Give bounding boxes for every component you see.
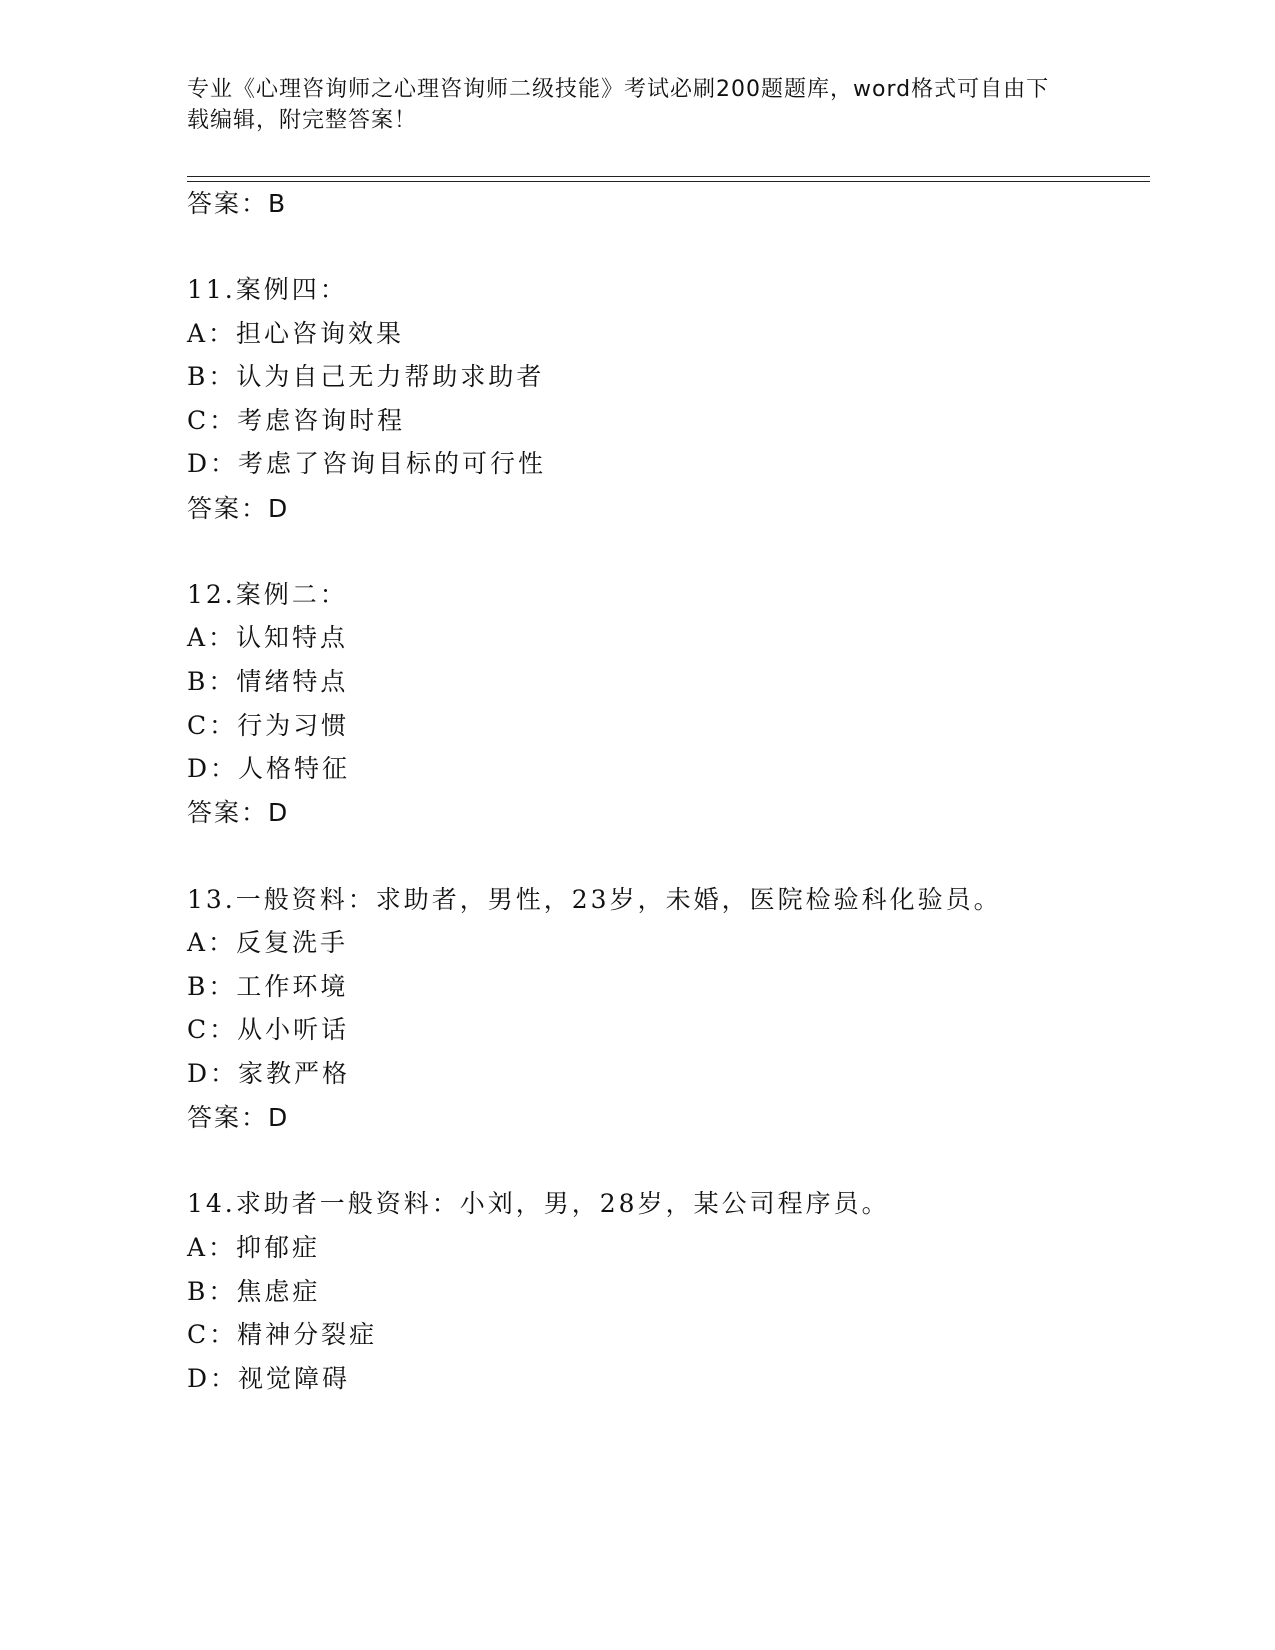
option-a: A：认知特点	[187, 623, 349, 652]
option-a: A：反复洗手	[187, 928, 349, 957]
question-title: 13.一般资料：求助者，男性，23岁，未婚，医院检验科化验员。	[187, 885, 1002, 914]
answer-line: 答案：D	[187, 798, 290, 827]
option-d: D：家教严格	[187, 1059, 351, 1088]
option-b: B：焦虑症	[187, 1277, 321, 1306]
question-title: 11.案例四：	[187, 275, 348, 304]
option-c: C：精神分裂症	[187, 1320, 378, 1349]
option-b: B：情绪特点	[187, 667, 349, 696]
header-divider-bottom	[187, 181, 1150, 182]
answer-line: 答案：B	[187, 189, 288, 218]
answer-line: 答案：D	[187, 494, 290, 523]
option-d: D：人格特征	[187, 754, 351, 783]
option-a: A：担心咨询效果	[187, 319, 405, 348]
option-d: D：视觉障碍	[187, 1364, 351, 1393]
document-header: 专业《心理咨询师之心理咨询师二级技能》考试必刷200题题库，word格式可自由下载编辑，附完整答案！	[187, 77, 1050, 133]
option-a: A：抑郁症	[187, 1233, 321, 1262]
question-title: 14.求助者一般资料：小刘，男，28岁，某公司程序员。	[187, 1189, 890, 1218]
option-c: C：从小听话	[187, 1015, 350, 1044]
option-b: B：认为自己无力帮助求助者	[187, 362, 545, 391]
option-b: B：工作环境	[187, 972, 349, 1001]
header-divider-top	[187, 176, 1150, 177]
option-d: D：考虑了咨询目标的可行性	[187, 449, 547, 478]
answer-line: 答案：D	[187, 1103, 290, 1132]
option-c: C：考虑咨询时程	[187, 406, 406, 435]
question-title: 12.案例二：	[187, 580, 348, 609]
option-c: C：行为习惯	[187, 711, 350, 740]
